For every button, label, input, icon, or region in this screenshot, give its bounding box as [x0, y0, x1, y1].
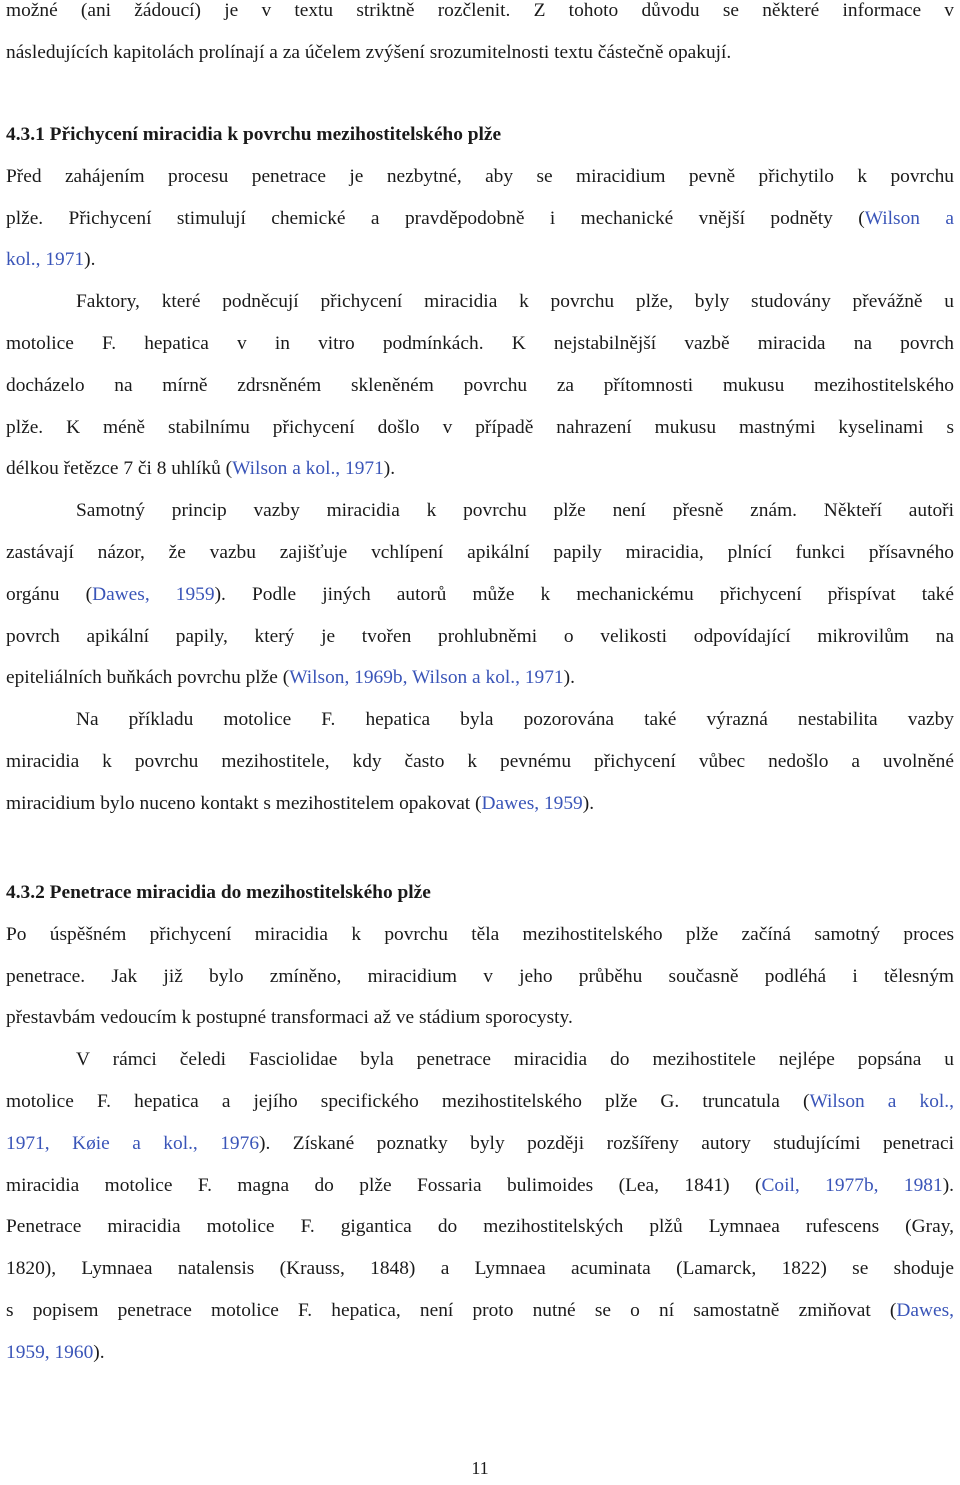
text-line: Na příkladu motolice F. hepatica byla pozorována také výrazná nestabilita vazby — [76, 709, 954, 731]
citation: kol., 1971 — [6, 249, 85, 271]
text-line: 1971, Køie a kol., 1976). Získané poznatky byly později rozšířeny autory studujícími penetraci — [6, 1132, 954, 1154]
text-line: plže. K méně stabilnímu přichycení došlo v případě nahrazení mukusu mastnými kyselinami s — [6, 416, 954, 438]
citation: Dawes, — [896, 1299, 954, 1321]
citation: Wilson a kol., — [809, 1090, 954, 1112]
citation: 1971, Køie a kol., 1976 — [6, 1132, 260, 1154]
citation: Wilson a kol., 1971 — [232, 458, 384, 480]
text-line: miracidia k povrchu mezihostitele, kdy často k pevnému přichycení vůbec nedošlo a uvolněné — [6, 750, 954, 772]
text-line: miracidium bylo nuceno kontakt s mezihostitelem opakovat (Dawes, 1959). — [6, 792, 595, 814]
citation: Wilson, 1969b, Wilson a kol., 1971 — [289, 667, 564, 689]
text-line: přestavbám vedoucím k postupné transformaci až ve stádium sporocysty. — [6, 1007, 573, 1029]
text-line: Před zahájením procesu penetrace je nezbytné, aby se miracidium pevně přichytilo k povrchu — [6, 165, 954, 187]
text-line: orgánu (Dawes, 1959). Podle jiných autorů může k mechanickému přichycení přispívat také — [6, 583, 954, 605]
citation: Wilson a — [864, 207, 954, 229]
text-line: Faktory, které podněcují přichycení miracidia k povrchu plže, byly studovány převážně u — [76, 291, 954, 313]
section-heading: 4.3.1 Přichycení miracidia k povrchu mezihostitelského plže — [6, 124, 502, 145]
text-line: Po úspěšném přichycení miracidia k povrchu těla mezihostitelského plže začíná samotný proces — [6, 923, 954, 945]
text-line: motolice F. hepatica a jejího specifického mezihostitelského plže G. truncatula (Wilson a kol., — [6, 1090, 954, 1112]
text-line: s popisem penetrace motolice F. hepatica, není proto nutné se o ní samostatně zmiňovat (Dawes, — [6, 1299, 954, 1321]
text-line: miracidia motolice F. magna do plže Fossaria bulimoides (Lea, 1841) (Coil, 1977b, 1981). — [6, 1174, 954, 1196]
text-line: penetrace. Jak již bylo zmíněno, miracidium v jeho průběhu současně podléhá i tělesným — [6, 965, 954, 987]
text-line: plže. Přichycení stimulují chemické a pravděpodobně i mechanické vnější podněty (Wilson a — [6, 207, 954, 229]
text-line: motolice F. hepatica v in vitro podmínkách. K nejstabilnější vazbě miracida na povrch — [6, 332, 954, 354]
citation: Coil, 1977b, 1981 — [761, 1174, 943, 1196]
text-line: docházelo na mírně zdrsněném skleněném povrchu za přítomnosti mukusu mezihostitelského — [6, 374, 954, 396]
intro-paragraph — [6, 0, 954, 74]
text-line: Samotný princip vazby miracidia k povrchu plže není přesně znám. Někteří autoři — [76, 500, 954, 522]
text-line: délkou řetězce 7 či 8 uhlíků (Wilson a kol., 1971). — [6, 458, 396, 480]
citation: Dawes, 1959 — [481, 792, 583, 814]
section-4-3-1 — [6, 114, 954, 825]
text-line: následujících kapitolách prolínají a za účelem zvýšení srozumitelnosti textu částečně opakují. — [6, 41, 732, 63]
text-line: 1959, 1960). — [6, 1341, 105, 1363]
text-line: zastávají názor, že vazbu zajišťuje vchlípení apikální papily miracidia, plnící funkci přísavného — [6, 541, 954, 563]
text-line: 1820), Lymnaea natalensis (Krauss, 1848) a Lymnaea acuminata (Lamarck, 1822) se shoduje — [6, 1258, 954, 1280]
text-line: V rámci čeledi Fasciolidae byla penetrace miracidia do mezihostitele nejlépe popsána u — [76, 1049, 954, 1071]
text-line: možné (ani žádoucí) je v textu striktně rozčlenit. Z tohoto důvodu se některé informace v — [6, 0, 954, 21]
citation: 1959, 1960 — [6, 1341, 94, 1363]
page-number: 11 — [471, 1458, 489, 1478]
text-line: epiteliálních buňkách povrchu plže (Wilson, 1969b, Wilson a kol., 1971). — [6, 667, 575, 689]
section-4-3-2 — [6, 872, 954, 1374]
text-line: kol., 1971). — [6, 249, 96, 271]
text-line: povrch apikální papily, který je tvořen prohlubněmi o velikosti odpovídající mikrovilům na — [6, 625, 954, 647]
citation: Dawes, 1959 — [92, 583, 215, 605]
text-line: Penetrace miracidia motolice F. gigantica do mezihostitelských plžů Lymnaea rufescens (Gray, — [6, 1216, 954, 1238]
section-heading: 4.3.2 Penetrace miracidia do mezihostitelského plže — [6, 882, 431, 903]
